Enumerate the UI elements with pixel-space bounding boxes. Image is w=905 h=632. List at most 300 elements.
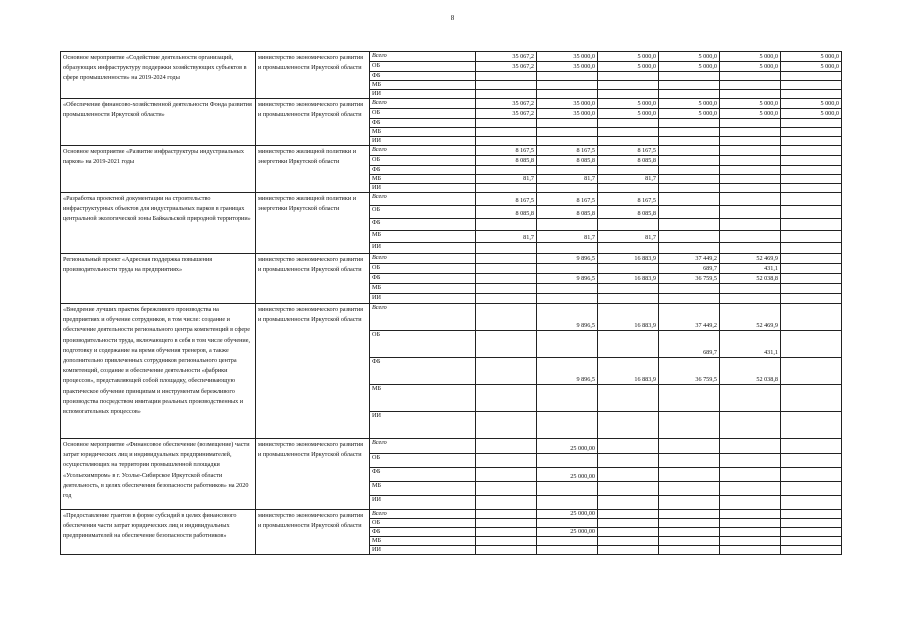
amount-cell: 8 167,5	[476, 193, 537, 206]
funding-source: ИИ	[370, 137, 476, 146]
amount-cell	[659, 81, 720, 90]
funding-source: ОБ	[370, 331, 476, 358]
amount-cell	[659, 156, 720, 166]
amount-cell	[659, 206, 720, 219]
amount-cell: 9 896,5	[537, 304, 598, 331]
amount-cell	[781, 184, 842, 193]
amount-cell	[537, 184, 598, 193]
amount-cell	[720, 175, 781, 184]
amount-cell	[476, 358, 537, 385]
amount-cell	[537, 137, 598, 146]
funding-source: Всего	[370, 52, 476, 62]
amount-cell	[720, 184, 781, 193]
responsible-executor: министерство экономического развития и промышленности Иркутской области	[256, 52, 370, 99]
budget-table	[60, 51, 842, 555]
amount-cell	[781, 358, 842, 385]
amount-cell: 52 469,9	[720, 254, 781, 264]
amount-cell	[720, 546, 781, 555]
amount-cell: 81,7	[537, 175, 598, 184]
amount-cell	[476, 119, 537, 128]
amount-cell	[659, 184, 720, 193]
amount-cell	[476, 137, 537, 146]
amount-cell: 9 896,5	[537, 358, 598, 385]
amount-cell	[659, 193, 720, 206]
amount-cell: 37 449,2	[659, 304, 720, 331]
amount-cell: 5 000,0	[598, 52, 659, 62]
amount-cell: 5 000,0	[781, 52, 842, 62]
funding-source: ФБ	[370, 219, 476, 231]
amount-cell	[781, 193, 842, 206]
amount-cell	[720, 231, 781, 243]
activity-description: «Обеспечение финансово-хозяйственной деятельности Фонда развития промышленности Иркутской области»	[61, 99, 256, 146]
amount-cell: 5 000,0	[659, 109, 720, 119]
amount-cell	[598, 510, 659, 519]
amount-cell	[476, 482, 537, 496]
table-row	[61, 439, 842, 454]
activity-description: «Разработка проектной документации на строительство инфраструктурных объектов для индустриальных парков в границах центральной экологической зоны Байкальской природной территории»	[61, 193, 256, 254]
funding-source: ФБ	[370, 72, 476, 81]
amount-cell	[659, 528, 720, 537]
amount-cell	[598, 482, 659, 496]
amount-cell	[720, 468, 781, 482]
amount-cell	[537, 166, 598, 175]
amount-cell	[781, 72, 842, 81]
amount-cell: 81,7	[598, 231, 659, 243]
table-row	[61, 304, 842, 331]
responsible-executor: министерство экономического развития и промышленности Иркутской области	[256, 304, 370, 439]
amount-cell	[659, 175, 720, 184]
amount-cell	[537, 219, 598, 231]
amount-cell	[659, 72, 720, 81]
amount-cell	[598, 537, 659, 546]
amount-cell	[781, 304, 842, 331]
funding-source: ФБ	[370, 166, 476, 175]
amount-cell: 81,7	[476, 231, 537, 243]
table-body	[61, 52, 842, 555]
amount-cell: 8 085,8	[476, 206, 537, 219]
amount-cell	[781, 175, 842, 184]
amount-cell	[659, 166, 720, 175]
amount-cell	[781, 385, 842, 412]
amount-cell	[537, 537, 598, 546]
funding-source: Всего	[370, 439, 476, 454]
amount-cell	[781, 206, 842, 219]
amount-cell	[781, 537, 842, 546]
amount-cell: 5 000,0	[720, 99, 781, 109]
amount-cell	[598, 264, 659, 274]
amount-cell	[659, 90, 720, 99]
amount-cell	[720, 454, 781, 468]
amount-cell	[537, 412, 598, 439]
amount-cell	[720, 72, 781, 81]
amount-cell: 81,7	[598, 175, 659, 184]
amount-cell	[537, 482, 598, 496]
amount-cell	[720, 519, 781, 528]
amount-cell	[537, 90, 598, 99]
amount-cell	[781, 274, 842, 284]
amount-cell	[781, 528, 842, 537]
amount-cell	[781, 468, 842, 482]
amount-cell	[720, 81, 781, 90]
amount-cell	[720, 294, 781, 304]
amount-cell	[598, 528, 659, 537]
funding-source: ФБ	[370, 274, 476, 284]
amount-cell	[720, 119, 781, 128]
amount-cell	[781, 137, 842, 146]
amount-cell	[781, 284, 842, 294]
funding-source: МБ	[370, 284, 476, 294]
amount-cell	[781, 243, 842, 254]
amount-cell: 35 000,0	[537, 109, 598, 119]
amount-cell: 25 000,00	[537, 468, 598, 482]
amount-cell	[720, 439, 781, 454]
amount-cell: 16 883,9	[598, 254, 659, 264]
amount-cell	[781, 510, 842, 519]
amount-cell	[537, 243, 598, 254]
funding-source: ФБ	[370, 468, 476, 482]
amount-cell: 8 167,5	[476, 146, 537, 156]
amount-cell	[720, 243, 781, 254]
funding-source: ОБ	[370, 519, 476, 528]
amount-cell	[659, 243, 720, 254]
amount-cell	[659, 439, 720, 454]
table-row	[61, 510, 842, 519]
responsible-executor: министерство экономического развития и промышленности Иркутской области	[256, 254, 370, 304]
responsible-executor: министерство жилищной политики и энергетики Иркутской области	[256, 146, 370, 193]
amount-cell	[659, 510, 720, 519]
amount-cell	[781, 156, 842, 166]
amount-cell: 431,1	[720, 264, 781, 274]
amount-cell	[659, 219, 720, 231]
amount-cell	[659, 468, 720, 482]
amount-cell	[476, 537, 537, 546]
amount-cell: 689,7	[659, 264, 720, 274]
amount-cell: 37 449,2	[659, 254, 720, 264]
amount-cell	[476, 454, 537, 468]
amount-cell	[476, 72, 537, 81]
amount-cell: 35 000,0	[537, 52, 598, 62]
amount-cell	[720, 284, 781, 294]
funding-source: ИИ	[370, 412, 476, 439]
funding-source: ИИ	[370, 496, 476, 510]
amount-cell	[476, 528, 537, 537]
amount-cell: 5 000,0	[598, 109, 659, 119]
amount-cell: 36 759,5	[659, 274, 720, 284]
amount-cell	[659, 119, 720, 128]
amount-cell	[476, 166, 537, 175]
funding-source: МБ	[370, 175, 476, 184]
amount-cell: 16 883,9	[598, 358, 659, 385]
amount-cell	[598, 119, 659, 128]
amount-cell: 8 085,8	[537, 156, 598, 166]
amount-cell: 8 085,8	[598, 156, 659, 166]
amount-cell: 35 067,2	[476, 109, 537, 119]
amount-cell	[720, 412, 781, 439]
amount-cell	[537, 284, 598, 294]
amount-cell: 431,1	[720, 331, 781, 358]
activity-description: «Предоставление грантов в форме субсидий в целях финансового обеспечения части затрат юридических лиц и индивидуальных предпринимателей на обеспечение безопасности работников»	[61, 510, 256, 555]
amount-cell	[476, 294, 537, 304]
amount-cell	[537, 496, 598, 510]
amount-cell	[781, 219, 842, 231]
amount-cell	[781, 519, 842, 528]
funding-source: МБ	[370, 231, 476, 243]
amount-cell	[781, 231, 842, 243]
amount-cell: 9 896,5	[537, 254, 598, 264]
amount-cell	[598, 243, 659, 254]
amount-cell: 16 883,9	[598, 274, 659, 284]
amount-cell	[659, 454, 720, 468]
funding-source: Всего	[370, 193, 476, 206]
amount-cell	[720, 510, 781, 519]
amount-cell: 52 038,8	[720, 358, 781, 385]
funding-source: Всего	[370, 99, 476, 109]
amount-cell	[476, 496, 537, 510]
amount-cell	[476, 81, 537, 90]
funding-source: ИИ	[370, 294, 476, 304]
funding-source: ОБ	[370, 156, 476, 166]
amount-cell	[598, 137, 659, 146]
amount-cell: 5 000,0	[598, 62, 659, 72]
funding-source: ИИ	[370, 90, 476, 99]
amount-cell	[659, 412, 720, 439]
funding-source: ФБ	[370, 358, 476, 385]
amount-cell: 35 067,2	[476, 52, 537, 62]
amount-cell	[598, 546, 659, 555]
amount-cell	[476, 243, 537, 254]
amount-cell: 5 000,0	[781, 62, 842, 72]
amount-cell	[537, 546, 598, 555]
amount-cell	[476, 128, 537, 137]
amount-cell	[537, 385, 598, 412]
amount-cell	[781, 496, 842, 510]
amount-cell	[598, 496, 659, 510]
amount-cell	[476, 519, 537, 528]
amount-cell: 5 000,0	[720, 52, 781, 62]
amount-cell	[659, 137, 720, 146]
funding-source: МБ	[370, 81, 476, 90]
amount-cell	[720, 496, 781, 510]
amount-cell	[781, 294, 842, 304]
funding-source: Всего	[370, 304, 476, 331]
amount-cell	[720, 537, 781, 546]
amount-cell	[537, 294, 598, 304]
amount-cell	[781, 254, 842, 264]
amount-cell: 5 000,0	[720, 109, 781, 119]
amount-cell	[598, 81, 659, 90]
amount-cell	[659, 546, 720, 555]
amount-cell	[476, 468, 537, 482]
amount-cell	[781, 454, 842, 468]
table-row	[61, 254, 842, 264]
amount-cell: 5 000,0	[598, 99, 659, 109]
amount-cell: 5 000,0	[659, 99, 720, 109]
amount-cell	[537, 454, 598, 468]
amount-cell	[720, 156, 781, 166]
amount-cell	[537, 128, 598, 137]
amount-cell	[537, 264, 598, 274]
amount-cell	[476, 304, 537, 331]
activity-description: Региональный проект «Адресная поддержка повышения производительности труда на предприятиях»	[61, 254, 256, 304]
amount-cell	[598, 90, 659, 99]
amount-cell	[781, 128, 842, 137]
amount-cell	[476, 385, 537, 412]
activity-description: Основное мероприятие «Финансовое обеспечение (возмещение) части затрат юридических лиц и индивидуальных предпринимателей, осуществляющих на территории промышленной площадки «Усольехимпром» в г. Усолье-Сибирское Иркутской области деятельность, в целях обеспечения безопасности работников» на 2020 год	[61, 439, 256, 510]
amount-cell: 8 085,8	[537, 206, 598, 219]
amount-cell: 81,7	[537, 231, 598, 243]
funding-source: ОБ	[370, 206, 476, 219]
amount-cell	[537, 72, 598, 81]
amount-cell: 25 000,00	[537, 510, 598, 519]
amount-cell	[598, 439, 659, 454]
amount-cell: 8 167,5	[598, 193, 659, 206]
amount-cell: 8 085,8	[476, 156, 537, 166]
amount-cell	[598, 454, 659, 468]
amount-cell	[659, 128, 720, 137]
amount-cell: 8 167,5	[537, 146, 598, 156]
amount-cell: 5 000,0	[659, 62, 720, 72]
amount-cell	[598, 331, 659, 358]
amount-cell	[476, 510, 537, 519]
amount-cell	[659, 519, 720, 528]
amount-cell	[476, 184, 537, 193]
funding-source: МБ	[370, 537, 476, 546]
amount-cell	[720, 385, 781, 412]
amount-cell: 9 896,5	[537, 274, 598, 284]
funding-source: ФБ	[370, 119, 476, 128]
amount-cell: 35 067,2	[476, 62, 537, 72]
amount-cell	[720, 482, 781, 496]
amount-cell	[537, 519, 598, 528]
funding-source: МБ	[370, 482, 476, 496]
amount-cell: 25 000,00	[537, 528, 598, 537]
responsible-executor: министерство экономического развития и промышленности Иркутской области	[256, 510, 370, 555]
funding-source: Всего	[370, 146, 476, 156]
funding-source: МБ	[370, 385, 476, 412]
amount-cell: 8 085,8	[598, 206, 659, 219]
amount-cell	[598, 72, 659, 81]
funding-source: ОБ	[370, 264, 476, 274]
amount-cell	[720, 128, 781, 137]
amount-cell	[659, 482, 720, 496]
amount-cell: 35 000,0	[537, 62, 598, 72]
amount-cell	[720, 219, 781, 231]
table-row	[61, 99, 842, 109]
responsible-executor: министерство жилищной политики и энергетики Иркутской области	[256, 193, 370, 254]
amount-cell: 36 759,5	[659, 358, 720, 385]
amount-cell	[476, 90, 537, 99]
funding-source: Всего	[370, 510, 476, 519]
amount-cell	[781, 90, 842, 99]
amount-cell: 5 000,0	[720, 62, 781, 72]
amount-cell	[781, 81, 842, 90]
amount-cell	[598, 468, 659, 482]
amount-cell	[659, 294, 720, 304]
amount-cell	[598, 184, 659, 193]
amount-cell	[476, 264, 537, 274]
funding-source: ИИ	[370, 546, 476, 555]
amount-cell	[476, 546, 537, 555]
table-row	[61, 52, 842, 62]
amount-cell	[720, 193, 781, 206]
amount-cell	[720, 146, 781, 156]
amount-cell	[476, 274, 537, 284]
amount-cell	[476, 219, 537, 231]
amount-cell	[781, 439, 842, 454]
amount-cell	[598, 284, 659, 294]
amount-cell	[476, 412, 537, 439]
responsible-executor: министерство экономического развития и промышленности Иркутской области	[256, 439, 370, 510]
funding-source: ФБ	[370, 528, 476, 537]
funding-source: ИИ	[370, 184, 476, 193]
amount-cell	[598, 294, 659, 304]
funding-source: МБ	[370, 128, 476, 137]
amount-cell: 5 000,0	[781, 109, 842, 119]
activity-description: Основное мероприятие «Содействие деятельности организаций, образующих инфраструктуру поддержки хозяйствующих субъектов в сфере промышленности» на 2019-2024 годы	[61, 52, 256, 99]
amount-cell	[781, 482, 842, 496]
activity-description: «Внедрение лучших практик бережливого производства на предприятиях и обучение сотрудников, в том числе: создание и обеспечение деятельности регионального центра компетенций в сфере производительности труда, включающего в себя в том числе обучение, подготовку и содержание на время обучения тренеров, а также дополнительно привлеченных сотрудников регионального центра компетенций, создание и обеспечение деятельности «фабрики процессов», представляющей собой площадку, обеспечивающую практическое обучение принципам и инструментам бережливого производства посредством имитации реальных производственных и вспомогательных процессов»	[61, 304, 256, 439]
amount-cell	[720, 90, 781, 99]
amount-cell	[537, 119, 598, 128]
amount-cell: 35 067,2	[476, 99, 537, 109]
amount-cell	[720, 166, 781, 175]
amount-cell	[476, 331, 537, 358]
amount-cell	[476, 439, 537, 454]
page-number: 8	[450, 14, 455, 22]
amount-cell	[598, 385, 659, 412]
amount-cell: 16 883,9	[598, 304, 659, 331]
amount-cell: 52 038,8	[720, 274, 781, 284]
amount-cell	[476, 254, 537, 264]
amount-cell	[476, 284, 537, 294]
amount-cell	[781, 546, 842, 555]
funding-source: ОБ	[370, 62, 476, 72]
amount-cell	[781, 412, 842, 439]
amount-cell	[598, 128, 659, 137]
amount-cell	[781, 331, 842, 358]
amount-cell	[720, 137, 781, 146]
amount-cell	[598, 519, 659, 528]
amount-cell	[659, 146, 720, 156]
amount-cell: 8 167,5	[537, 193, 598, 206]
amount-cell	[659, 385, 720, 412]
amount-cell: 25 000,00	[537, 439, 598, 454]
amount-cell: 81,7	[476, 175, 537, 184]
funding-source: ИИ	[370, 243, 476, 254]
amount-cell	[781, 146, 842, 156]
amount-cell	[598, 166, 659, 175]
amount-cell	[659, 284, 720, 294]
amount-cell: 52 469,9	[720, 304, 781, 331]
funding-source: ОБ	[370, 109, 476, 119]
amount-cell	[659, 496, 720, 510]
responsible-executor: министерство экономического развития и промышленности Иркутской области	[256, 99, 370, 146]
amount-cell: 8 167,5	[598, 146, 659, 156]
amount-cell: 5 000,0	[781, 99, 842, 109]
amount-cell	[659, 537, 720, 546]
activity-description: Основное мероприятие «Развитие инфраструктуры индустриальных парков» на 2019-2021 годы	[61, 146, 256, 193]
amount-cell: 689,7	[659, 331, 720, 358]
table-row	[61, 193, 842, 206]
amount-cell	[659, 231, 720, 243]
amount-cell	[537, 331, 598, 358]
amount-cell	[537, 81, 598, 90]
amount-cell	[598, 219, 659, 231]
amount-cell	[781, 264, 842, 274]
amount-cell: 5 000,0	[659, 52, 720, 62]
funding-source: Всего	[370, 254, 476, 264]
funding-source: ОБ	[370, 454, 476, 468]
